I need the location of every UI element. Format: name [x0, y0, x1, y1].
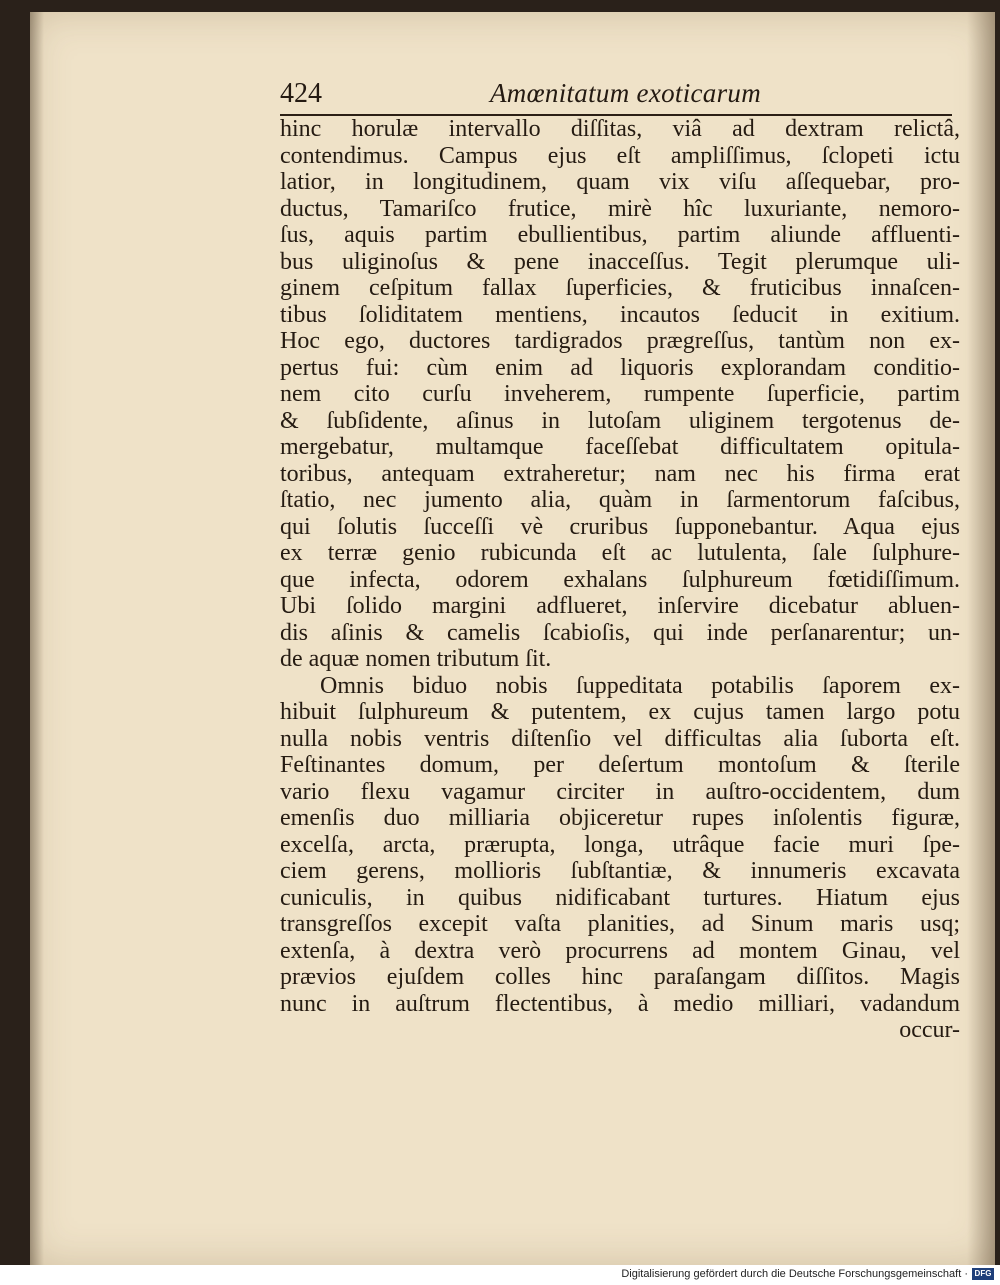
text-line: ex terræ genio rubicunda eſt ac lutulenta, ſale ſulphure-: [280, 540, 960, 566]
text-line: Omnis biduo nobis ſuppeditata potabilis ſaporem ex-: [320, 672, 960, 699]
dfg-logo: DFG: [972, 1268, 994, 1280]
page-number: 424: [280, 78, 322, 109]
footer-bar: [0, 1265, 1000, 1285]
text-line: & ſubſidente, aſinus in lutoſam uliginem tergotenus de-: [280, 407, 960, 434]
page-header: [280, 78, 952, 116]
text-line: cuniculis, in quibus nidificabant turtures. Hiatum ejus: [280, 884, 960, 911]
text-line: ſtatio, nec jumento alia, quàm in ſarmentorum faſcibus,: [280, 487, 960, 513]
text-line: contendimus. Campus ejus eſt ampliſſimus, ſclopeti ictu: [280, 142, 960, 169]
text-line: excelſa, arcta, prærupta, longa, utrâque facie muri ſpe-: [280, 831, 960, 858]
text-line: hinc horulæ intervallo diſſitas, viâ ad dextram relictâ,: [280, 116, 960, 142]
text-line: bus uliginoſus & pene inacceſſus. Tegit plerumque uli-: [280, 248, 960, 275]
funding-credit: Digitalisierung gefördert durch die Deutsche Forschungsgemeinschaft ·: [621, 1268, 968, 1280]
text-line: tibus ſoliditatem mentiens, incautos ſeducit in exitium.: [280, 301, 960, 328]
text-line: latior, in longitudinem, quam vix viſu aſſequebar, pro-: [280, 169, 960, 195]
text-line: ductus, Tamariſco frutice, mirè hîc luxuriante, nemoro-: [280, 195, 960, 222]
text-line: ginem ceſpitum fallax ſuperficies, & fruticibus innaſcen-: [280, 275, 960, 301]
page-gutter-shadow: [30, 12, 44, 1265]
text-line: dis aſinis & camelis ſcabioſis, qui inde perſanarentur; un-: [280, 619, 960, 646]
text-line: qui ſolutis ſucceſſi vè cruribus ſupponebantur. Aqua ejus: [280, 513, 960, 540]
text-line: toribus, antequam extraheretur; nam nec his firma erat: [280, 460, 960, 487]
text-line: hibuit ſulphureum & putentem, ex cujus tamen largo potu: [280, 699, 960, 725]
text-line: nunc in auſtrum flectentibus, à medio milliari, vadandum: [280, 990, 960, 1017]
text-line: Ubi ſolido margini adflueret, inſervire dicebatur abluen-: [280, 593, 960, 619]
text-line: de aquæ nomen tributum ſit.: [280, 646, 552, 672]
text-line: ſus, aquis partim ebullientibus, partim aliunde affluenti-: [280, 222, 960, 248]
text-line: Feſtinantes domum, per deſertum montoſum & ſterile: [280, 752, 960, 778]
text-line: emenſis duo milliaria objiceretur rupes inſolentis figuræ,: [280, 805, 960, 831]
text-line: extenſa, à dextra verò procurrens ad montem Ginau, vel: [280, 937, 960, 964]
text-line: nulla nobis ventris diſtenſio vel difficultas alia ſuborta eſt.: [280, 725, 960, 752]
text-line: Hoc ego, ductores tardigrados prægreſſus, tantùm non ex-: [280, 328, 960, 354]
text-line: nem cito curſu inveherem, rumpente ſuperficie, partim: [280, 381, 960, 407]
text-line: mergebatur, multamque faceſſebat difficultatem opitula-: [280, 434, 960, 460]
text-line: transgreſſos excepit vaſta planities, ad Sinum maris usq;: [280, 911, 960, 937]
text-line: prævios ejuſdem colles hinc paraſangam diſſitos. Magis: [280, 964, 960, 990]
page-edge-shadow: [967, 12, 995, 1265]
catchword: occur-: [899, 1017, 960, 1043]
text-line: que infecta, odorem exhalans ſulphureum fœtidiſſimum.: [280, 566, 960, 593]
text-line: ciem gerens, mollioris ſubſtantiæ, & innumeris excavata: [280, 858, 960, 884]
text-line: vario flexu vagamur circiter in auſtro-occidentem, dum: [280, 778, 960, 805]
running-title: Amœnitatum exoticarum: [490, 78, 762, 108]
text-line: pertus fui: cùm enim ad liquoris explorandam conditio-: [280, 354, 960, 381]
text-body: [280, 116, 960, 1044]
